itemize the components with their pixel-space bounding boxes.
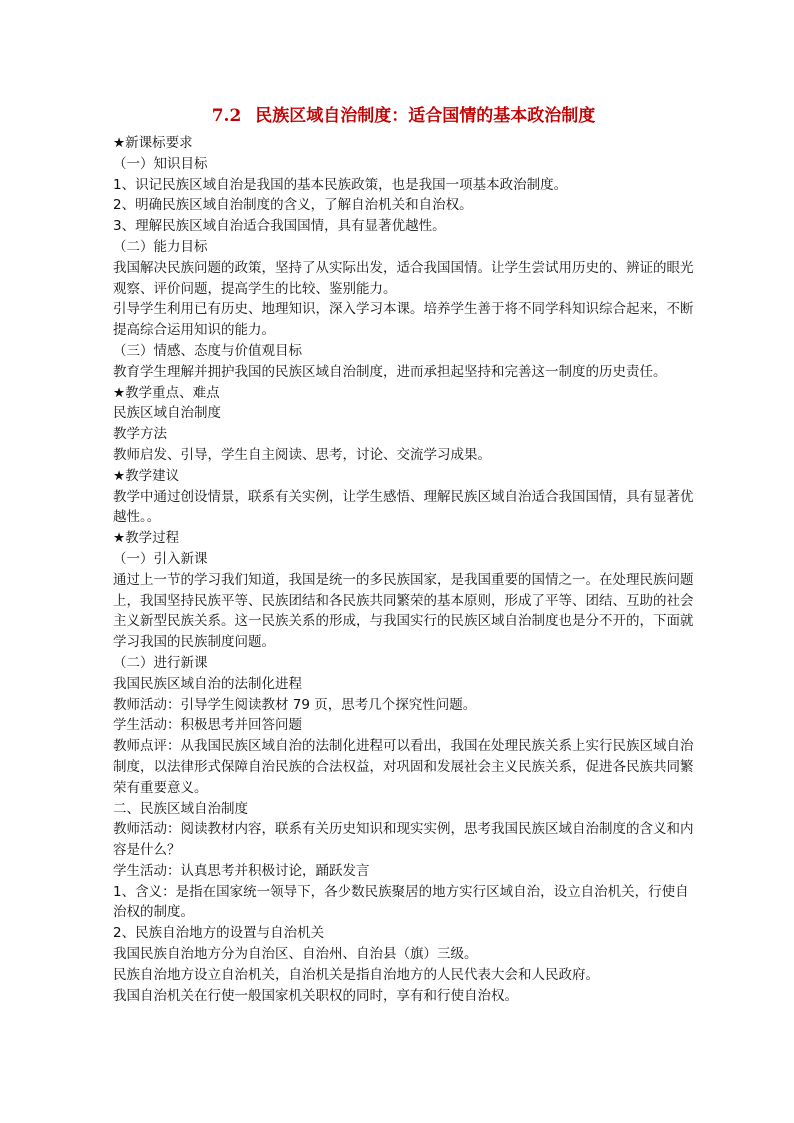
body-paragraph: 通过上一节的学习我们知道，我国是统一的多民族国家，是我国重要的国情之一。在处理民族问题上，我国坚持民族平等、民族团结和各民族共同繁荣的基本原则，形成了平等、团结、互助的社会主义新型民族关系。这一民族关系的形成，与我国实行的民族区域自治制度也是分不开的，下面就学习我国的民族制度问题。 xyxy=(113,571,694,651)
section-heading: ★新课标要求 xyxy=(113,135,193,151)
title-number: 7.2 xyxy=(211,106,242,126)
body-paragraph: 教师启发、引导，学生自主阅读、思考，讨论、交流学习成果。 xyxy=(113,446,491,463)
body-paragraph: 教师活动：阅读教材内容，联系有关历史知识和现实实例，思考我国民族区域自治制度的含义和内容是什么？ xyxy=(113,821,694,859)
body-paragraph: 学生活动：认真思考并积极讨论，踊跃发言 xyxy=(113,862,370,879)
body-paragraph: 教学方法 xyxy=(113,426,167,443)
body-paragraph: 我国解决民族问题的政策，坚持了从实际出发，适合我国国情。让学生尝试用历史的、辨证的眼光观察、评价问题，提高学生的比较、鉴别能力。 xyxy=(113,259,694,297)
body-paragraph: 我国民族区域自治的法制化进程 xyxy=(113,675,302,692)
list-item: 2、明确民族区域自治制度的含义，了解自治机关和自治权。 xyxy=(113,197,473,214)
body-paragraph: 学生活动：积极思考并回答问题 xyxy=(113,717,302,734)
body-paragraph: 我国民族自治地方分为自治区、自治州、自治县（旗）三级。 xyxy=(113,946,478,963)
subsection-heading: （三）情感、态度与价值观目标 xyxy=(113,342,302,359)
list-item: 3、理解民族区域自治适合我国国情，具有显著优越性。 xyxy=(113,218,446,235)
subsection-heading: （二）能力目标 xyxy=(113,238,208,255)
section-heading: 二、民族区域自治制度 xyxy=(113,800,248,817)
list-item: 1、识记民族区域自治是我国的基本民族政策，也是我国一项基本政治制度。 xyxy=(113,176,568,193)
section-heading: ★教学重点、难点 xyxy=(113,384,220,401)
subsection-heading: （一）引入新课 xyxy=(113,550,208,567)
document-body xyxy=(113,133,694,1006)
list-item: 2、民族自治地方的设置与自治机关 xyxy=(113,925,325,942)
title-text: 民族区域自治制度：适合国情的基本政治制度 xyxy=(255,106,596,126)
body-paragraph: 1、含义：是指在国家统一领导下，各少数民族聚居的地方实行区域自治，设立自治机关，行使自治权的制度。 xyxy=(113,883,689,921)
body-paragraph: 教学中通过创设情景，联系有关实例，让学生感悟、理解民族区域自治适合我国国情，具有显著优越性。。 xyxy=(113,488,694,526)
body-paragraph: 教师活动：引导学生阅读教材 79 页，思考几个探究性问题。 xyxy=(113,696,477,713)
body-paragraph: 教育学生理解并拥护我国的民族区域自治制度，进而承担起坚持和完善这一制度的历史责任。 xyxy=(113,363,667,380)
body-paragraph: 我国自治机关在行使一般国家机关职权的同时，享有和行使自治权。 xyxy=(113,987,518,1004)
subsection-heading: （二）进行新课 xyxy=(113,654,208,671)
body-paragraph: 民族自治地方设立自治机关，自治机关是指自治地方的人民代表大会和人民政府。 xyxy=(113,966,599,983)
page-title xyxy=(113,104,694,128)
body-paragraph: 引导学生利用已有历史、地理知识，深入学习本课。培养学生善于将不同学科知识综合起来，不断提高综合运用知识的能力。 xyxy=(113,301,694,339)
section-heading: ★教学建议 xyxy=(113,467,180,484)
section-heading: ★教学过程 xyxy=(113,530,180,547)
subsection-heading: （一）知识目标 xyxy=(113,155,208,172)
body-paragraph: 民族区域自治制度 xyxy=(113,405,221,422)
body-paragraph: 教师点评：从我国民族区域自治的法制化进程可以看出，我国在处理民族关系上实行民族区域自治制度，以法律形式保障自治民族的合法权益，对巩固和发展社会主义民族关系，促进各民族共同繁荣有重要意义。 xyxy=(113,738,694,796)
